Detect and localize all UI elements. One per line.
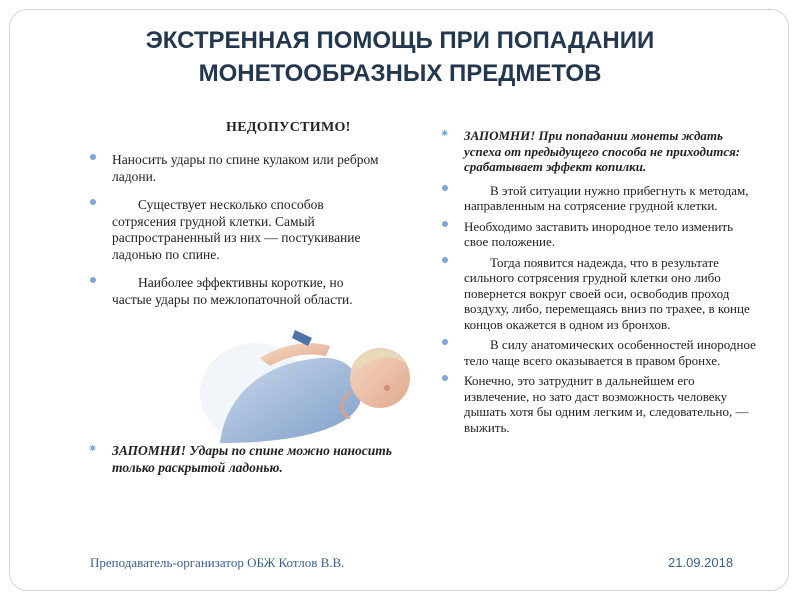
list-item-text: Тогда появится надежда, что в результате сильного сотрясения грудной клетки оно либо повернется вокруг своей оси, освободив проход воздуху, либо, перемещаясь вниз по трахее, в конце концов окажется в одном из бронхов. [464, 254, 750, 332]
list-item-text: Конечно, это затруднит в дальнейшем его извлечение, но зато даст возможность человеку дышать хотя бы одним легким и, следовательно, — выжить. [464, 373, 749, 435]
list-item [438, 337, 758, 368]
bullet-dot-icon [442, 375, 448, 381]
list-item [86, 197, 386, 263]
list-item [438, 255, 758, 333]
bullet-dot-icon [90, 277, 96, 283]
list-item [438, 373, 758, 435]
page-title [0, 24, 800, 90]
bullet-dot-icon [90, 154, 96, 160]
remember-note-right [438, 128, 758, 175]
footer-date: 21.09.2018 [668, 555, 734, 570]
list-item-text: В этой ситуации нужно прибегнуть к методам, направленным на сотрясение грудной клетки. [464, 182, 749, 213]
bullet-dot-icon [442, 185, 448, 191]
remember-text-left: ЗАПОМНИ! Удары по спине можно наносить только раскрытой ладонью. [112, 443, 392, 475]
remember-note-left [86, 443, 422, 476]
left-heading: НЕДОПУСТИМО! [226, 120, 351, 135]
title-line-2: МОНЕТООБРАЗНЫХ ПРЕДМЕТОВ [198, 60, 602, 87]
bullet-dot-icon [442, 257, 448, 263]
title-line-1: ЭКСТРЕННАЯ ПОМОЩЬ ПРИ ПОПАДАНИИ [145, 27, 655, 54]
bullet-dot-icon [442, 221, 448, 227]
star-bullet-icon: ✷ [440, 128, 450, 140]
right-column [438, 128, 758, 440]
star-bullet-icon: ✷ [88, 443, 98, 455]
list-item-text: Необходимо заставить инородное тело изменить свое положение. [464, 218, 734, 249]
list-item [86, 275, 386, 308]
left-column [86, 120, 386, 320]
list-item-text: Наносить удары по спине кулаком или ребром ладони. [112, 152, 379, 184]
list-item-text: Наиболее эффективны короткие, но частые удары по межлопаточной области. [112, 275, 353, 307]
list-item-text: Существует несколько способов сотрясения грудной клетки. Самый распространенный из них — постукивание ладонью по спине. [112, 197, 361, 262]
footer-author: Преподаватель-организатор ОБЖ Котлов В.В. [90, 555, 345, 570]
remember-text-right: ЗАПОМНИ! При попадании монеты ждать успеха от предыдущего способа не приходится: срабатывает эффект копилки. [464, 128, 741, 174]
back-blows-illustration [200, 318, 410, 443]
list-item [438, 219, 758, 250]
list-item [86, 152, 386, 185]
list-item-text: В силу анатомических особенностей инородное тело чаще всего оказывается в правом бронхе. [464, 337, 756, 368]
list-item [438, 183, 758, 214]
bullet-dot-icon [90, 199, 96, 205]
bullet-dot-icon [442, 339, 448, 345]
